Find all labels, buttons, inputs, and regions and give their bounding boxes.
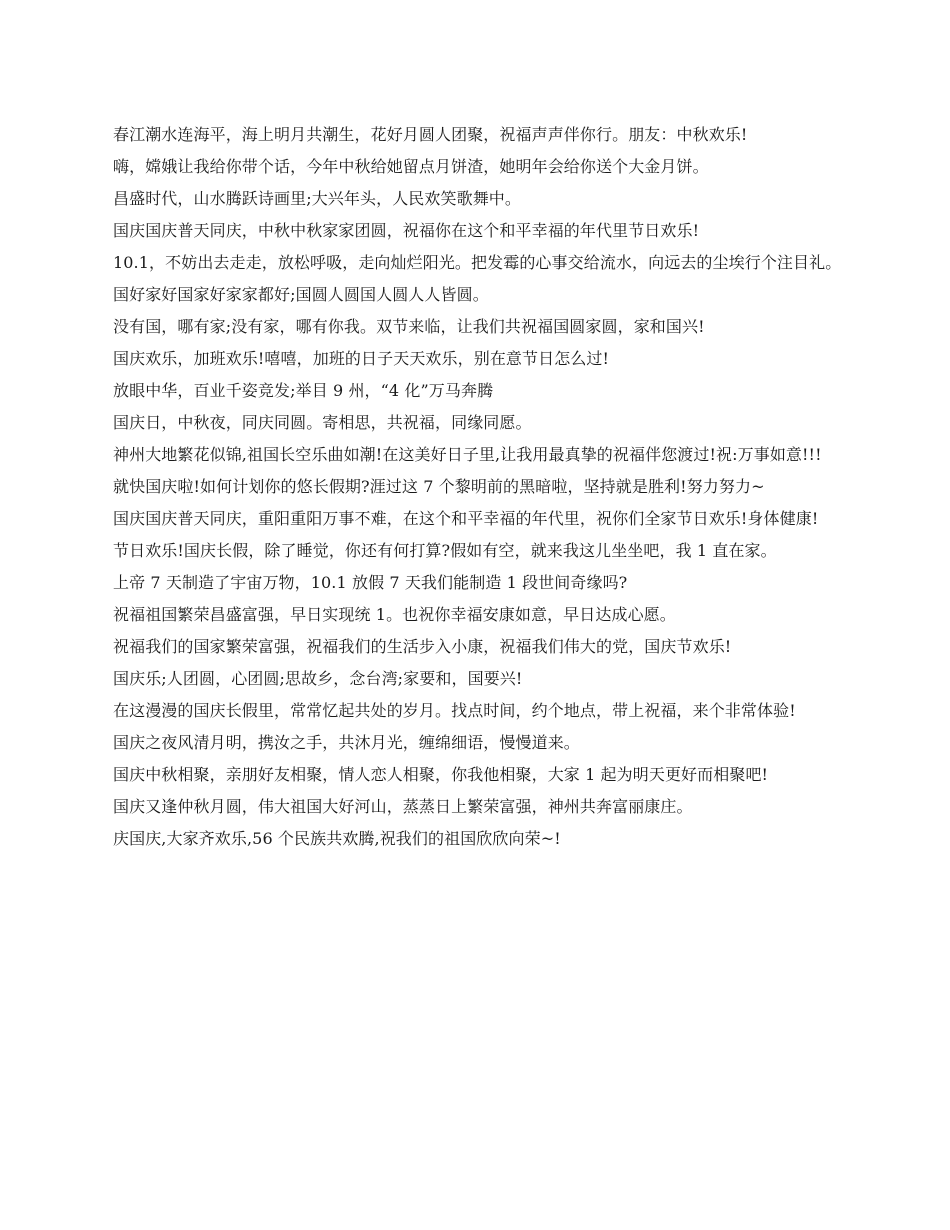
paragraph: 国庆日，中秋夜，同庆同圆。寄相思，共祝福，同缘同愿。 (113, 413, 532, 432)
paragraph: 国庆又逢仲秋月圆，伟大祖国大好河山，蒸蒸日上繁荣富强，神州共奔富丽康庄。 (113, 797, 693, 816)
paragraph: 神州大地繁花似锦,祖国长空乐曲如潮!在这美好日子里,让我用最真挚的祝福伴您渡过!祝:万事如意!!! (113, 445, 822, 464)
paragraph: 嗨，嫦娥让我给你带个话，今年中秋给她留点月饼渣，她明年会给你送个大金月饼。 (113, 157, 709, 176)
paragraph: 国庆欢乐，加班欢乐!嘻嘻，加班的日子天天欢乐，别在意节日怎么过! (113, 349, 610, 368)
paragraph: 国庆国庆普天同庆，中秋中秋家家团圆，祝福你在这个和平幸福的年代里节日欢乐! (113, 221, 700, 240)
paragraph: 昌盛时代，山水腾跃诗画里;大兴年头，人民欢笑歌舞中。 (113, 189, 521, 208)
paragraph: 国庆乐;人团圆，心团圆;思故乡，念台湾;家要和，国要兴! (113, 669, 523, 688)
paragraph: 上帝 7 天制造了宇宙万物，10.1 放假 7 天我们能制造 1 段世间奇缘吗? (113, 573, 628, 592)
paragraph: 庆国庆,大家齐欢乐,56 个民族共欢腾,祝我们的祖国欣欣向荣~! (113, 829, 561, 848)
paragraph: 国庆国庆普天同庆，重阳重阳万事不难，在这个和平幸福的年代里，祝你们全家节日欢乐!身体健康! (113, 509, 819, 528)
paragraph: 节日欢乐!国庆长假，除了睡觉，你还有何打算?假如有空，就来我这儿坐坐吧，我 1 直在家。 (113, 541, 777, 560)
paragraph: 放眼中华，百业千姿竞发;举目 9 州，“4 化”万马奔腾 (113, 381, 494, 400)
paragraph: 国庆中秋相聚，亲朋好友相聚，情人恋人相聚，你我他相聚，大家 1 起为明天更好而相聚吧! (113, 765, 769, 784)
paragraph: 10.1，不妨出去走走，放松呼吸，走向灿烂阳光。把发霉的心事交给流水，向远去的尘埃行个注目礼。 (113, 253, 842, 272)
paragraph: 国好家好国家好家家都好;国圆人圆国人圆人人皆圆。 (113, 285, 489, 304)
paragraph: 就快国庆啦!如何计划你的悠长假期?涯过这 7 个黎明前的黑暗啦，坚持就是胜利!努力努力~ (113, 477, 765, 496)
paragraph: 春江潮水连海平，海上明月共潮生，花好月圆人团聚，祝福声声伴你行。朋友：中秋欢乐! (113, 125, 748, 144)
paragraph: 祝福祖国繁荣昌盛富强，早日实现统 1。也祝你幸福安康如意，早日达成心愿。 (113, 605, 676, 624)
paragraph: 没有国，哪有家;没有家，哪有你我。双节来临，让我们共祝福国圆家圆，家和国兴! (113, 317, 705, 336)
paragraph: 在这漫漫的国庆长假里，常常忆起共处的岁月。找点时间，约个地点，带上祝福，来个非常体验! (113, 701, 796, 720)
paragraph: 国庆之夜风清月明，携汝之手，共沐月光，缠绵细语，慢慢道来。 (113, 733, 580, 752)
document-body (113, 124, 843, 860)
paragraph: 祝福我们的国家繁荣富强，祝福我们的生活步入小康，祝福我们伟大的党，国庆节欢乐! (113, 637, 732, 656)
